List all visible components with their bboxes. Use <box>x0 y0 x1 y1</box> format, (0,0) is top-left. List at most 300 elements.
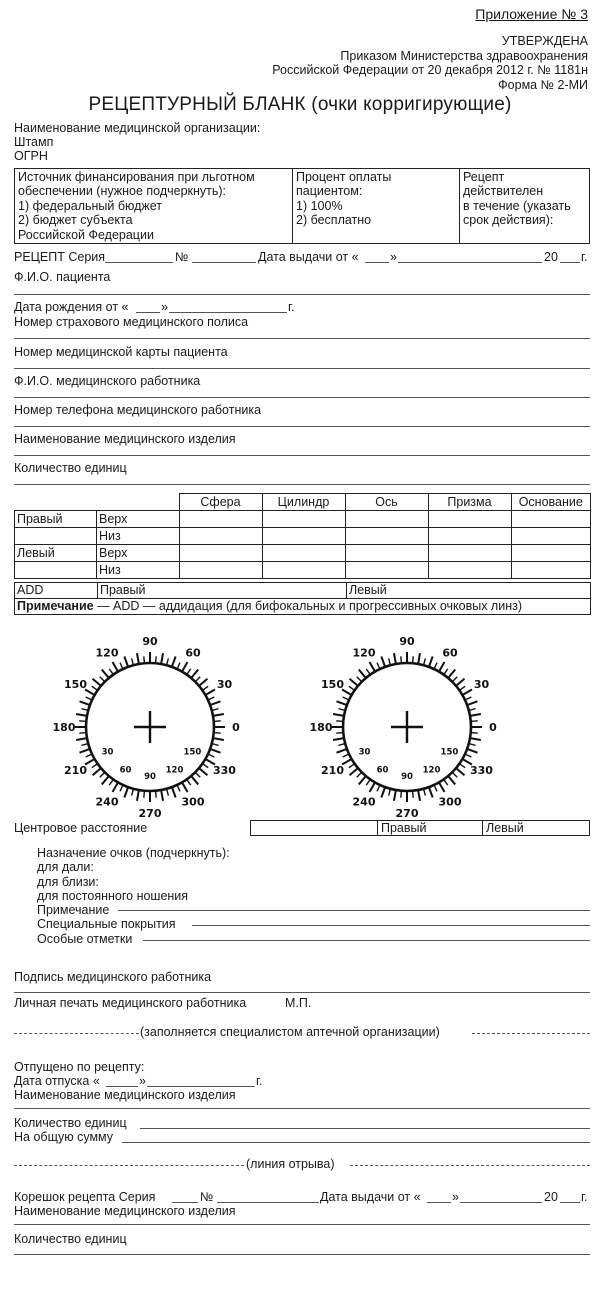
purpose-special: Особые отметки <box>37 931 133 946</box>
center-distance-label: Центровое расстояние <box>14 821 148 835</box>
row-right: Правый <box>15 511 97 528</box>
dial-tick <box>208 697 214 700</box>
birth-date-label: Дата рождения от « <box>14 300 129 314</box>
seal-label: Личная печать медицинского работника <box>14 996 247 1010</box>
birth-date-suffix: г. <box>288 300 295 314</box>
dial-tick <box>338 744 345 746</box>
dial-outer-label: 60 <box>185 646 201 660</box>
dial-tick <box>467 701 477 705</box>
cell-left-bottom-axis[interactable] <box>345 562 428 579</box>
dial-outer-label: 120 <box>95 646 119 660</box>
purpose-near[interactable]: для близи: <box>37 874 99 889</box>
dial-tick <box>199 768 207 775</box>
cell-right-bottom-base[interactable] <box>511 528 591 545</box>
release-date-suffix: г. <box>256 1074 263 1088</box>
recipe-number-field[interactable] <box>192 262 256 263</box>
quantity-field[interactable] <box>14 484 590 485</box>
dial-inner-label: 60 <box>119 765 132 776</box>
cell-right-top-cylinder[interactable] <box>262 511 345 528</box>
dial-outer-label: 240 <box>95 795 119 809</box>
cell-right-top-axis[interactable] <box>345 511 428 528</box>
worker-name-field[interactable] <box>14 397 590 398</box>
dial-tick <box>144 791 145 798</box>
dial-outer-label: 210 <box>64 764 88 777</box>
patient-name-label: Ф.И.О. пациента <box>14 270 111 284</box>
dial-outer-label: 60 <box>442 646 458 660</box>
insurance-field[interactable] <box>14 338 590 339</box>
dial-tick <box>370 782 376 792</box>
recipe-number-label: № <box>175 250 189 264</box>
dial-tick <box>156 791 157 798</box>
dial-tick <box>132 789 134 796</box>
issue-year-prefix: 20 <box>544 250 558 264</box>
cell-left-bottom-cylinder[interactable] <box>262 562 345 579</box>
dial-tick <box>439 662 445 672</box>
dial-outer-label: 150 <box>321 678 345 691</box>
pharmacy-separator-line-right <box>472 1033 590 1034</box>
dial-outer-label: 90 <box>142 635 158 648</box>
cell-left-top-cylinder[interactable] <box>262 545 345 562</box>
cell-left-top-sphere[interactable] <box>179 545 262 562</box>
stub-year-field[interactable] <box>560 1202 580 1203</box>
dial-tick <box>109 779 113 785</box>
option-subject-budget-cont: Российской Федерации <box>18 227 154 242</box>
dial-tick <box>132 658 134 665</box>
dial-tick <box>377 663 380 669</box>
dial-tick <box>469 744 476 746</box>
dial-tick <box>338 709 345 711</box>
add-left[interactable]: Левый <box>347 583 591 599</box>
org-name-label: Наименование медицинской организации: <box>14 121 261 135</box>
recipe-series-field[interactable] <box>105 262 173 263</box>
dial-tick <box>366 669 370 675</box>
lens-table-header <box>15 494 591 511</box>
dial-tick <box>401 791 402 798</box>
dial-tick <box>195 772 200 777</box>
cell-right-bottom-axis[interactable] <box>345 528 428 545</box>
form-number: Форма № 2-МИ <box>498 77 588 92</box>
cell-right-bottom-prism[interactable] <box>428 528 511 545</box>
release-day-field[interactable] <box>106 1086 138 1087</box>
worker-name-label: Ф.И.О. медицинского работника <box>14 374 201 388</box>
tear-line-left <box>14 1165 244 1166</box>
dial-outer-label: 270 <box>138 807 162 820</box>
stub-number-field[interactable] <box>217 1202 319 1203</box>
validity-title: Рецепт <box>463 170 505 184</box>
dial-tick <box>137 653 139 664</box>
dial-outer-label: 30 <box>216 678 233 691</box>
center-distance-left[interactable]: Левый <box>483 821 590 836</box>
dial-tick <box>444 669 448 675</box>
patient-name-field[interactable] <box>14 294 590 295</box>
issue-year-field[interactable] <box>560 262 580 263</box>
dial-tick <box>394 653 396 664</box>
purpose-far[interactable]: для дали: <box>37 860 94 875</box>
purpose-note-field[interactable] <box>118 910 590 911</box>
lens-empty-2 <box>97 494 180 511</box>
pharmacy-quantity-label: Количество единиц <box>14 1116 127 1130</box>
purpose-special-field[interactable] <box>143 940 590 941</box>
dial-tick <box>465 754 471 757</box>
row-top-2: Верх <box>97 545 180 562</box>
add-label: ADD <box>15 583 98 599</box>
dial-tick <box>167 658 169 665</box>
dial-tick <box>462 690 472 696</box>
center-distance-value[interactable] <box>251 821 378 836</box>
stamp-label: Штамп <box>14 135 54 150</box>
dial-outer-label: 180 <box>52 721 76 734</box>
financing-source-cell <box>15 169 293 244</box>
add-right[interactable]: Правый <box>98 583 347 599</box>
dial-tick <box>418 653 420 664</box>
dial-inner-label: 120 <box>165 765 184 776</box>
dial-tick <box>357 772 362 777</box>
dial-outer-label: 240 <box>352 795 376 809</box>
dial-tick <box>92 686 98 690</box>
option-free[interactable]: 2) бесплатно <box>296 213 372 228</box>
worker-phone-field[interactable] <box>14 426 590 427</box>
dial-tick <box>214 721 221 722</box>
dial-tick <box>452 677 457 682</box>
table-row <box>15 511 591 528</box>
stub-device-field[interactable] <box>14 1224 590 1225</box>
pharmacy-device-field[interactable] <box>14 1108 590 1109</box>
dial-outer-label: 330 <box>469 764 493 777</box>
org-block <box>14 121 260 163</box>
dial-tick <box>210 701 220 705</box>
dial-tick <box>156 656 157 663</box>
dial-tick <box>459 686 465 690</box>
purpose-coatings-field[interactable] <box>192 925 590 926</box>
birth-day-field[interactable] <box>136 312 160 313</box>
row-left-cont <box>15 562 97 579</box>
row-top: Верх <box>97 511 180 528</box>
dial-tick <box>81 744 88 746</box>
dial-inner-label: 30 <box>101 747 114 758</box>
pharmacy-total-field[interactable] <box>122 1142 590 1143</box>
dial-tick <box>212 709 219 711</box>
table-row <box>15 583 591 599</box>
dial-tick <box>448 776 455 784</box>
dial-tick <box>208 754 214 757</box>
row-bottom: Низ <box>97 528 180 545</box>
quantity-label: Количество единиц <box>14 461 127 475</box>
dial-tick <box>350 768 358 775</box>
stub-series-field[interactable] <box>172 1202 198 1203</box>
purpose-coatings: Специальные покрытия <box>37 917 176 932</box>
released-label: Отпущено по рецепту: <box>14 1060 145 1074</box>
dial-tick <box>337 749 347 753</box>
col-base: Основание <box>511 494 591 511</box>
row-bottom-2: Низ <box>97 562 180 579</box>
dial-tick <box>109 669 113 675</box>
dial-tick <box>434 785 437 791</box>
dial-tick <box>401 656 402 663</box>
dial-tick <box>191 670 198 678</box>
dial-tick <box>471 721 478 722</box>
dial-tick <box>413 791 414 798</box>
dial-tick <box>424 658 426 665</box>
dial-tick <box>191 776 198 784</box>
dial-outer-label: 180 <box>309 721 333 734</box>
order-line-1: Приказом Министерства здравоохранения <box>340 48 588 63</box>
order-line-2: Российской Федерации от 20 декабря 2012 г. № 1181н <box>272 63 588 77</box>
pharmacy-block <box>14 1060 144 1074</box>
dial-tick <box>336 733 343 734</box>
dial-tick <box>444 779 448 785</box>
dial-tick <box>137 790 139 801</box>
dial-inner-label: 30 <box>358 747 371 758</box>
dial-tick <box>429 787 433 797</box>
dial-tick <box>210 749 220 753</box>
dial-tick <box>456 768 464 775</box>
option-federal-budget[interactable]: 1) федеральный бюджет <box>18 198 163 213</box>
release-month-field[interactable] <box>147 1086 255 1087</box>
dial-outer-label: 0 <box>232 721 240 734</box>
cell-left-top-axis[interactable] <box>345 545 428 562</box>
dial-tick <box>357 677 362 682</box>
dial-inner-label: 90 <box>401 772 413 782</box>
table-row <box>15 545 591 562</box>
pharmacy-separator-text: (заполняется специалистом аптечной организации) <box>140 1025 440 1039</box>
release-date-quote: » <box>139 1074 146 1088</box>
dial-outer-label: 0 <box>489 721 497 734</box>
cell-left-bottom-sphere[interactable] <box>179 562 262 579</box>
dial-inner-label: 90 <box>144 772 156 782</box>
dial-tick <box>172 787 176 797</box>
card-field[interactable] <box>14 368 590 369</box>
dial-tick <box>182 782 188 792</box>
table-row <box>15 528 591 545</box>
dial-tick <box>337 701 347 705</box>
cell-right-bottom-sphere[interactable] <box>179 528 262 545</box>
dial-tick <box>470 738 481 740</box>
cell-right-top-prism[interactable] <box>428 511 511 528</box>
dial-tick <box>333 738 344 740</box>
issue-day-field[interactable] <box>365 262 389 263</box>
center-distance-table <box>250 820 590 836</box>
stub-series-label: Корешок рецепта Серия <box>14 1190 156 1204</box>
appendix-number: Приложение № 3 <box>475 6 588 22</box>
issue-date-quote: » <box>390 250 397 264</box>
dial-tick <box>434 663 437 669</box>
validity-title-4: срок действия): <box>463 213 554 228</box>
dial-tick <box>424 789 426 796</box>
add-note-text: — ADD — аддидация (для бифокальных и прогрессивных очковых линз) <box>93 599 523 613</box>
col-cylinder: Цилиндр <box>262 494 345 511</box>
stub-number-label: № <box>200 1190 214 1204</box>
dial-tick <box>144 656 145 663</box>
dial-tick <box>389 789 391 796</box>
add-note <box>15 599 591 615</box>
dial-tick <box>213 738 224 740</box>
purpose-title: Назначение очков (подчеркнуть): <box>37 846 230 860</box>
dial-tick <box>349 686 355 690</box>
cell-left-top-base[interactable] <box>511 545 591 562</box>
dial-tick <box>213 714 224 716</box>
dial-tick <box>214 733 221 734</box>
cell-left-bottom-prism[interactable] <box>428 562 511 579</box>
dial-tick <box>470 714 481 716</box>
dial-tick <box>333 714 344 716</box>
payment-percent-title-2: пациентом: <box>296 184 363 199</box>
col-axis: Ось <box>345 494 428 511</box>
birth-month-field[interactable] <box>169 312 287 313</box>
dial-inner-label: 150 <box>440 747 459 758</box>
signature-field[interactable] <box>14 992 590 993</box>
page-title: РЕЦЕПТУРНЫЙ БЛАНК (очки корригирующие) <box>88 94 512 115</box>
stub-issue-date-quote: » <box>452 1190 459 1204</box>
approval-block <box>272 34 588 92</box>
dial-tick <box>79 733 86 734</box>
stub-issue-month-field[interactable] <box>460 1202 542 1203</box>
dial-tick <box>202 764 208 768</box>
dial-tick <box>366 779 370 785</box>
option-subject-budget[interactable]: 2) бюджет субъекта <box>18 213 133 228</box>
dial-outer-label: 210 <box>321 764 345 777</box>
table-row <box>15 599 591 615</box>
dial-tick <box>418 790 420 801</box>
purpose-permanent[interactable]: для постоянного ношения <box>37 888 189 903</box>
table-row <box>251 821 590 836</box>
dial-outer-label: 90 <box>399 635 415 648</box>
dial-tick <box>343 697 349 700</box>
dial-tick <box>76 738 87 740</box>
issue-year-suffix: г. <box>581 250 588 264</box>
dial-tick <box>350 679 358 686</box>
stub-quantity-label: Количество единиц <box>14 1232 127 1246</box>
ogrn-label: ОГРН <box>14 149 48 164</box>
lens-params-table <box>14 493 591 579</box>
recipe-series-label: РЕЦЕПТ Серия <box>14 250 106 264</box>
dial-tick <box>359 670 366 678</box>
dial-tick <box>124 787 128 797</box>
dial-tick <box>86 754 92 757</box>
dial-inner-label: 120 <box>422 765 441 776</box>
payment-percent-cell <box>293 169 460 244</box>
dial-tick <box>439 782 445 792</box>
center-distance-right[interactable]: Правый <box>378 821 483 836</box>
issue-date-label: Дата выдачи от « <box>258 250 359 264</box>
dial-tick <box>187 669 191 675</box>
dial-outer-label: 300 <box>438 795 462 809</box>
pharmacy-quantity-field[interactable] <box>140 1128 590 1129</box>
dial-tick <box>81 709 88 711</box>
dial-tick <box>172 657 176 667</box>
stub-quantity-field[interactable] <box>14 1254 590 1255</box>
stub-issue-date-label: Дата выдачи от « <box>320 1190 421 1204</box>
dial-tick <box>459 764 465 768</box>
dial-tick <box>161 790 163 801</box>
validity-title-2: действителен <box>463 184 544 199</box>
axis-dial-right-eye[interactable] <box>52 630 255 820</box>
dial-tick <box>80 749 90 753</box>
dial-tick <box>177 785 180 791</box>
dial-tick <box>102 776 109 784</box>
row-left: Левый <box>15 545 97 562</box>
dial-tick <box>452 772 457 777</box>
dial-tick <box>100 772 105 777</box>
payment-percent-title: Процент оплаты <box>296 170 392 184</box>
dial-tick <box>469 709 476 711</box>
dial-tick <box>86 697 92 700</box>
dial-tick <box>199 679 207 686</box>
dial-tick <box>120 663 123 669</box>
dial-tick <box>389 658 391 665</box>
col-sphere: Сфера <box>179 494 262 511</box>
dial-tick <box>429 657 433 667</box>
signature-label: Подпись медицинского работника <box>14 970 212 984</box>
dial-tick <box>93 768 101 775</box>
dial-tick <box>448 670 455 678</box>
financing-source-title: Источник финансирования при льготном <box>18 170 255 184</box>
dial-outer-label: 330 <box>212 764 236 777</box>
tear-line-right <box>350 1165 590 1166</box>
pharmacy-separator-line-left <box>14 1033 139 1034</box>
stub-year-suffix: г. <box>581 1190 588 1204</box>
tear-line-text: (линия отрыва) <box>246 1157 335 1171</box>
dial-tick <box>359 776 366 784</box>
device-name-label: Наименование медицинского изделия <box>14 432 236 446</box>
dial-tick <box>120 785 123 791</box>
axis-dial-left-eye[interactable] <box>309 630 512 820</box>
dial-tick <box>182 662 188 672</box>
cell-right-bottom-cylinder[interactable] <box>262 528 345 545</box>
dial-tick <box>202 686 208 690</box>
cell-right-top-base[interactable] <box>511 511 591 528</box>
dial-tick <box>212 744 219 746</box>
dial-tick <box>349 764 355 768</box>
financing-table <box>14 168 590 244</box>
release-date-label: Дата отпуска « <box>14 1074 100 1088</box>
birth-date-quote: » <box>161 300 168 314</box>
dial-tick <box>370 662 376 672</box>
dial-tick <box>113 662 119 672</box>
validity-title-3: в течение (указать <box>463 198 571 213</box>
cell-right-top-sphere[interactable] <box>179 511 262 528</box>
approved-label: УТВЕРЖДЕНА <box>501 34 588 48</box>
device-name-field[interactable] <box>14 455 590 456</box>
dial-inner-label: 150 <box>183 747 202 758</box>
dial-inner-label: 60 <box>376 765 389 776</box>
dial-tick <box>167 789 169 796</box>
row-right-cont <box>15 528 97 545</box>
add-table <box>14 582 591 615</box>
dial-tick <box>195 677 200 682</box>
stub-year-prefix: 20 <box>544 1190 558 1204</box>
dial-tick <box>80 701 90 705</box>
dial-tick <box>161 653 163 664</box>
dial-tick <box>93 679 101 686</box>
card-label: Номер медицинской карты пациента <box>14 345 228 359</box>
dial-tick <box>343 754 349 757</box>
stub-issue-day-field[interactable] <box>427 1202 451 1203</box>
dial-tick <box>102 670 109 678</box>
option-100-percent[interactable]: 1) 100% <box>296 198 343 213</box>
cell-left-bottom-base[interactable] <box>511 562 591 579</box>
issue-month-field[interactable] <box>398 262 542 263</box>
worker-phone-label: Номер телефона медицинского работника <box>14 403 262 417</box>
dial-tick <box>467 749 477 753</box>
dial-tick <box>465 697 471 700</box>
validity-cell[interactable] <box>460 169 590 244</box>
dial-tick <box>377 785 380 791</box>
dial-tick <box>413 656 414 663</box>
purpose-block <box>37 846 230 946</box>
cell-left-top-prism[interactable] <box>428 545 511 562</box>
dial-tick <box>187 779 191 785</box>
dial-tick <box>177 663 180 669</box>
